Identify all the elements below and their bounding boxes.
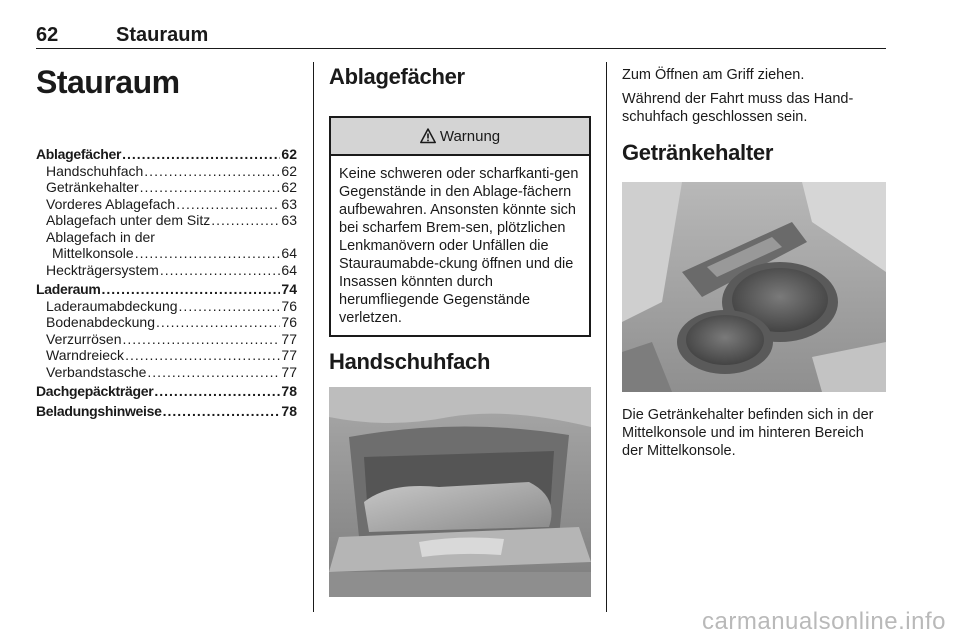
toc-entry-label: Getränkehalter (46, 179, 139, 195)
warning-triangle-icon (420, 128, 436, 144)
ablage-column (329, 58, 591, 597)
page-header (36, 22, 886, 49)
column-divider (313, 62, 314, 612)
toc-entry-label: Verzurrösen (46, 330, 122, 347)
toc-entry-label: Ablagefächer (36, 146, 122, 162)
toc-entry-page: 77 (281, 330, 297, 347)
warning-text: Keine schweren oder scharfkanti-gen Gegenstände in den Ablage-fächern aufbewahren. Ansonsten könnte sich bei scharfem Brem-sen, plötzlichen Lenkmanövern oder Unfällen die Stauraumabde-ckung öffnen und die Insassen könnten durch herumfliegende Gegenstände verletzen. (339, 166, 579, 326)
toc-entry-label: Ablagefach in der (46, 228, 155, 245)
toc-entry[interactable] (36, 163, 297, 180)
cupholder-photo (622, 182, 886, 392)
toc-entry-page: 64 (281, 261, 297, 278)
toc-leader-dots (160, 262, 281, 279)
toc-leader-dots (122, 331, 280, 348)
paragraph: Während der Fahrt muss das Hand-schuhfach geschlossen sein. (622, 91, 854, 125)
column-divider (606, 62, 607, 612)
toc-entry-page: 78 (281, 402, 297, 419)
toc-entry[interactable] (36, 245, 297, 262)
toc-entry-label: Bodenabdeckung (46, 314, 155, 330)
toc-entry-label: Vorderes Ablagefach (46, 195, 176, 212)
toc-entry-page: 77 (281, 363, 297, 380)
paragraph: Die Getränkehalter befinden sich in der Mittelkonsole und im hinteren Bereich der Mittelkonsole. (622, 407, 874, 459)
warning-box (329, 116, 591, 337)
warning-header (331, 118, 589, 156)
toc-column (36, 58, 297, 419)
toc-entry[interactable] (36, 331, 297, 348)
toc-entry[interactable] (36, 364, 297, 381)
toc-entry-label: Ablagefach unter dem Sitz (46, 212, 211, 228)
section-title-handschuhfach: Handschuhfach (329, 349, 491, 374)
toc-leader-dots (122, 146, 280, 163)
glovebox-photo (329, 387, 591, 597)
toc-entry-label: Mittelkonsole (52, 245, 134, 261)
toc-leader-dots (102, 281, 281, 298)
toc-entry[interactable] (36, 281, 297, 298)
toc-entry-label: Handschuhfach (46, 162, 144, 179)
toc-entry-label: Beladungshinweise (36, 402, 162, 419)
toc-entry-page: 63 (281, 212, 297, 228)
toc-entry-page: 77 (281, 347, 297, 363)
toc-leader-dots (140, 179, 281, 196)
toc-entry[interactable] (36, 314, 297, 331)
toc-leader-dots (211, 212, 280, 229)
watermark: carmanualsonline.info (702, 608, 946, 635)
chapter-title: Stauraum (36, 64, 180, 100)
table-of-contents (36, 146, 297, 419)
toc-entry-label: Warndreieck (46, 347, 125, 363)
toc-leader-dots (176, 196, 280, 213)
toc-entry[interactable] (36, 179, 297, 196)
toc-leader-dots (179, 298, 281, 315)
section-title-ablagefaecher: Ablagefächer (329, 64, 465, 89)
toc-entry-page: 74 (281, 281, 297, 297)
paragraph: Zum Öffnen am Griff ziehen. (622, 67, 805, 83)
toc-entry[interactable] (36, 298, 297, 315)
toc-entry[interactable] (36, 146, 297, 163)
toc-leader-dots (163, 403, 281, 420)
toc-entry[interactable] (36, 212, 297, 229)
toc-entry[interactable] (36, 196, 297, 213)
toc-entry-page: 62 (281, 162, 297, 179)
toc-entry-page: 63 (281, 195, 297, 212)
toc-entry-page: 62 (281, 146, 297, 162)
toc-entry[interactable] (36, 347, 297, 364)
warning-label: Warnung (439, 127, 501, 145)
section-title-getraenkehalter: Getränkehalter (622, 140, 774, 165)
toc-leader-dots (125, 347, 280, 364)
running-title: Stauraum (116, 24, 209, 46)
toc-entry-label: Laderaumabdeckung (46, 297, 178, 314)
page-number: 62 (36, 24, 59, 46)
toc-entry[interactable] (36, 229, 297, 246)
toc-entry-page: 76 (281, 297, 297, 314)
text-column (622, 58, 886, 466)
toc-leader-dots (147, 364, 280, 381)
toc-entry-label: Verbandstasche (46, 363, 147, 380)
toc-leader-dots (154, 383, 280, 400)
toc-entry[interactable] (36, 383, 297, 400)
toc-entry-label: Dachgepäckträger (36, 383, 154, 399)
toc-leader-dots (144, 163, 280, 180)
toc-entry[interactable] (36, 262, 297, 279)
toc-entry-page: 76 (281, 314, 297, 330)
toc-leader-dots (135, 245, 281, 262)
toc-entry[interactable] (36, 403, 297, 420)
toc-entry-page: 62 (281, 179, 297, 195)
toc-entry-page: 64 (281, 245, 297, 261)
toc-leader-dots (156, 314, 280, 331)
toc-entry-label: Heckträgersystem (46, 261, 159, 278)
toc-entry-label: Laderaum (36, 281, 101, 297)
toc-entry-page: 78 (281, 383, 297, 399)
